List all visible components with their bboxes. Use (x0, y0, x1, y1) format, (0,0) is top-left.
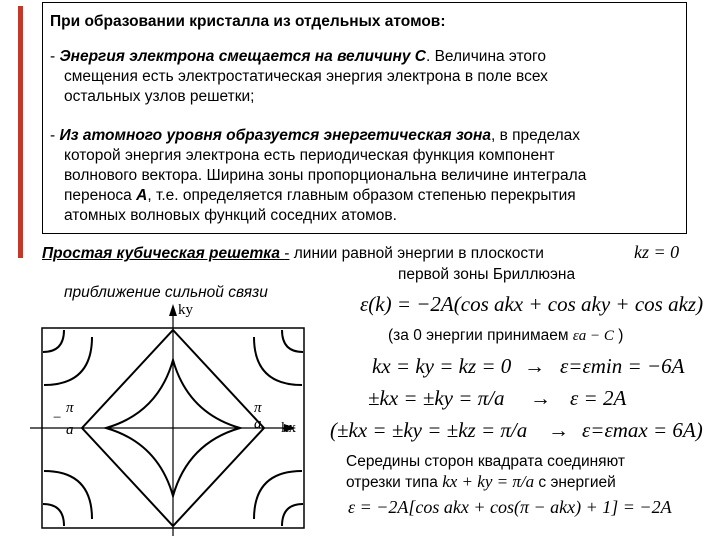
left-pi-den: a (66, 422, 74, 438)
left-pi-num: π (66, 400, 74, 416)
corner-arc-tr (282, 330, 303, 352)
p2-line4c: , т.е. определяется главным образом степенью перекрытия (147, 187, 576, 204)
p2-emph: Из атомного уровня образуется энергетическая зона (59, 127, 491, 144)
right-pi-num: π (254, 400, 262, 416)
mid-text2b: с энергией (538, 474, 616, 491)
zero-note (388, 326, 623, 346)
row3-right: ε=εmax = 6A) (582, 418, 703, 442)
left-pi-sign: − (52, 410, 63, 426)
row3-arrow: → (548, 418, 569, 442)
p2-line4a: переноса (64, 187, 137, 204)
p2-line2: которой энергия электрона есть периодическая функция компонент (64, 147, 555, 164)
row1-left: kx = ky = kz = 0 (372, 354, 512, 378)
p1-dash: - (50, 48, 60, 65)
upper-left-contour (44, 337, 92, 385)
right-pi-den: a (254, 416, 262, 432)
lower-left-contour (44, 471, 92, 519)
mid-text2 (346, 472, 616, 493)
row2-arrow: → (530, 386, 551, 410)
p1-emph: Энергия электрона смещается на величину С (59, 48, 426, 65)
lower-right-contour (254, 471, 302, 519)
heading: При образовании кристалла из отдельных атомов: (50, 13, 446, 30)
final-formula: ε = −2A[cos akx + cos(π − akx) + 1] = −2A (348, 497, 672, 517)
zero-note-b: ) (618, 327, 624, 344)
ky-label: ky (178, 302, 193, 318)
corner-arc-bl (43, 504, 64, 526)
p2-line5: атомных волновых функций соседних атомов. (64, 207, 397, 224)
mid-expr: kx + ky = π/a (442, 472, 535, 491)
mid-text1: Середины сторон квадрата соединяют (346, 453, 625, 470)
mid-text2a: отрезки типа (346, 474, 438, 491)
p2-rest: , в пределах (491, 127, 581, 144)
upper-right-contour (254, 337, 302, 385)
approximation-label: приближение сильной связи (64, 284, 268, 301)
kx-label: kx (281, 420, 296, 436)
row1-right: ε=εmin = −6A (560, 354, 685, 378)
lattice-desc2: первой зоны Бриллюэна (398, 266, 576, 283)
p1-rest: . Величина этого (425, 48, 546, 65)
row2-right: ε = 2A (570, 386, 627, 410)
corner-arc-tl (43, 330, 64, 352)
lattice-desc1: линии равной энергии в плоскости (289, 245, 544, 262)
row3-left: (±kx = ±ky = ±kz = π/a (330, 418, 528, 442)
row2-left: ±kx = ±ky = π/a (368, 386, 505, 410)
lattice-title: Простая кубическая решетка (42, 245, 285, 262)
p1-line2: смещения есть электростатическая энергия электрона в поле всех (64, 68, 548, 85)
dispersion-formula: ε(k) = −2A(cos akx + cos aky + cos akz) (360, 292, 704, 316)
zero-note-a: (за 0 энергии принимаем (388, 327, 569, 344)
corner-arc-br (282, 504, 303, 526)
p2-dash: - (50, 127, 60, 144)
row1-arrow: → (524, 354, 545, 378)
ky-arrow-icon (169, 304, 177, 316)
plane-equation: kz = 0 (634, 242, 680, 262)
p2-line3: волнового вектора. Ширина зоны пропорциональна величине интеграла (64, 167, 587, 184)
p1-line3: остальных узлов решетки; (64, 88, 255, 105)
zero-note-expr: εa − C (572, 328, 614, 344)
lattice-title-dash: - (284, 245, 290, 262)
p2-line4b: A (136, 187, 148, 204)
